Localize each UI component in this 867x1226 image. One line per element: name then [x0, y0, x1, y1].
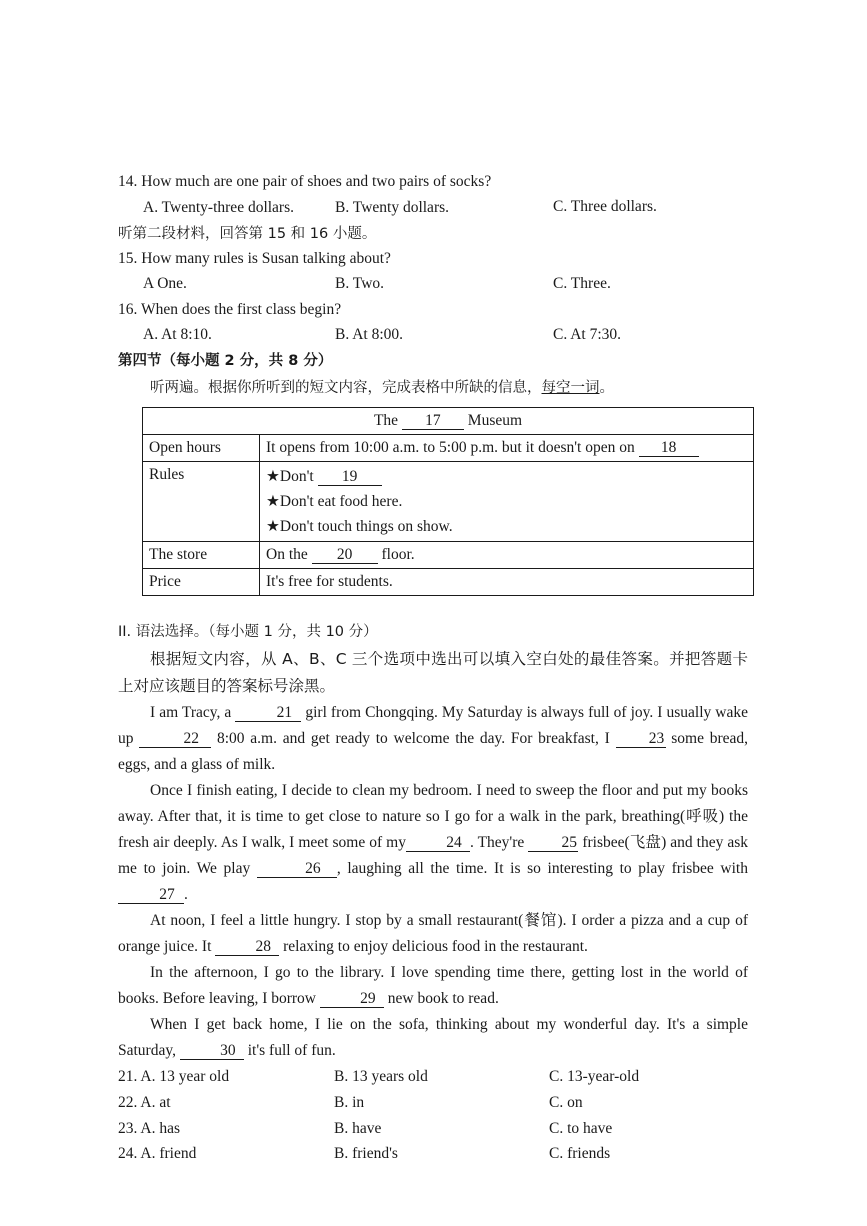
- choice-23-a: 23. A. has: [118, 1120, 180, 1137]
- p2-text-b: . They're: [469, 834, 525, 851]
- p2-text-c: frisbee(飞盘) and they ask me to join. We play: [118, 834, 749, 877]
- store-post: floor.: [381, 546, 415, 563]
- part-2-title: II. 语法选择。（每小题 1 分，共 10 分）: [118, 624, 378, 640]
- row-open-hours: [260, 435, 754, 462]
- store-pre: On the: [266, 546, 308, 563]
- question-14: 14. How much are one pair of shoes and two pairs of socks?: [118, 173, 492, 190]
- p3-text-b: relaxing to enjoy delicious food in the restaurant.: [283, 938, 588, 955]
- section-4-instruction-end: 。: [599, 380, 614, 396]
- museum-info-table: [142, 407, 754, 596]
- rule-3: ★Don't touch things on show.: [266, 518, 453, 535]
- blank-21: 21: [235, 704, 301, 722]
- passage-paragraph-3: [118, 908, 748, 960]
- q14-option-b: B. Twenty dollars.: [335, 199, 450, 216]
- section-4-instruction-emphasis: 每空一词: [541, 380, 600, 396]
- choice-22-b: B. in: [334, 1094, 365, 1111]
- blank-20: 20: [312, 546, 378, 564]
- rule-2: ★Don't eat food here.: [266, 493, 403, 510]
- p3-text-a: At noon, I feel a little hungry. I stop by a small restaurant(餐馆). I order a pizza and a cup of orange juice. It: [118, 912, 748, 955]
- blank-27: 27: [118, 886, 184, 904]
- p4-text-a: In the afternoon, I go to the library. I love spending time there, getting lost in the world of books. Before leaving, I borrow: [118, 964, 748, 1007]
- q16-option-c: C. At 7:30.: [553, 326, 622, 343]
- table-title-post: Museum: [467, 412, 523, 429]
- row-price: It's free for students.: [260, 569, 754, 596]
- section-4-instruction-text: 听两遍。根据你所听到的短文内容，完成表格中所缺的信息，: [150, 380, 542, 396]
- q15-option-b: B. Two.: [335, 275, 385, 292]
- p4-text-b: new book to read.: [387, 990, 499, 1007]
- choice-24-b: B. friend's: [334, 1145, 398, 1162]
- p2-text-d: , laughing all the time. It is so interesting to play frisbee with: [336, 860, 748, 877]
- p2-text-a: Once I finish eating, I decide to clean my bedroom. I need to sweep the floor and put my books away. After that, it is time to get close to nature so I go for a walk in the park, breathing(呼吸) the fresh air deeply. As I walk, I meet some of my: [118, 782, 748, 851]
- choice-24-c: C. friends: [549, 1145, 611, 1162]
- blank-17: 17: [402, 412, 464, 430]
- blank-25: 25: [528, 834, 578, 852]
- row-rules: [260, 462, 754, 542]
- blank-28: 28: [215, 938, 279, 956]
- choice-21-b: B. 13 years old: [334, 1068, 428, 1085]
- q16-option-a: A. At 8:10.: [143, 326, 212, 343]
- p2-text-e: .: [184, 886, 188, 903]
- p1-text-b: girl from Chongqing. My Saturday is always full of joy. I usually wake up: [118, 704, 749, 747]
- blank-19: 19: [318, 468, 382, 486]
- p1-text-c: 8:00 a.m. and get ready to welcome the day. For breakfast, I: [217, 730, 610, 747]
- passage-paragraph-2: [118, 778, 748, 908]
- blank-24: 24: [406, 834, 470, 852]
- table-title: [143, 408, 754, 435]
- blank-18: 18: [639, 439, 699, 457]
- section-4-instruction: [150, 378, 614, 398]
- row-store: [260, 542, 754, 569]
- passage: [118, 700, 748, 1064]
- choice-21-a: 21. A. 13 year old: [118, 1068, 230, 1085]
- choice-23-b: B. have: [334, 1120, 382, 1137]
- q14-option-a: A. Twenty-three dollars.: [143, 199, 295, 216]
- blank-22: 22: [139, 730, 211, 748]
- row-label-price: Price: [143, 569, 260, 596]
- choice-21-c: C. 13-year-old: [549, 1068, 640, 1085]
- p1-text-a: I am Tracy, a: [150, 704, 232, 721]
- choice-24-a: 24. A. friend: [118, 1145, 197, 1162]
- passage-paragraph-5: [118, 1012, 748, 1064]
- choice-22-a: 22. A. at: [118, 1094, 171, 1111]
- blank-30: 30: [180, 1042, 244, 1060]
- open-hours-text: It opens from 10:00 a.m. to 5:00 p.m. but it doesn't open on: [266, 439, 635, 456]
- question-15: 15. How many rules is Susan talking about?: [118, 250, 391, 267]
- passage-paragraph-1: [118, 700, 748, 778]
- blank-23: 23: [616, 730, 666, 748]
- row-label-rules: Rules: [143, 462, 260, 542]
- blank-29: 29: [320, 990, 384, 1008]
- passage-paragraph-4: [118, 960, 748, 1012]
- choice-22-c: C. on: [549, 1094, 583, 1111]
- question-16: 16. When does the first class begin?: [118, 301, 342, 318]
- section-4-title: 第四节（每小题 2 分，共 8 分）: [118, 353, 333, 369]
- p5-text-a: When I get back home, I lie on the sofa, thinking about my wonderful day. It's a simple Saturday,: [118, 1016, 748, 1059]
- choice-23-c: C. to have: [549, 1120, 613, 1137]
- q15-option-c: C. Three.: [553, 275, 611, 292]
- p1-text-d: some bread, eggs, and a glass of milk.: [118, 730, 749, 773]
- q14-option-c: C. Three dollars.: [553, 198, 657, 215]
- q15-option-a: A One.: [143, 275, 187, 292]
- row-label-store: The store: [143, 542, 260, 569]
- p5-text-b: it's full of fun.: [247, 1042, 336, 1059]
- instruction-15-16: 听第二段材料，回答第 15 和 16 小题。: [118, 226, 377, 242]
- rule-1: [266, 464, 747, 489]
- q16-option-b: B. At 8:00.: [335, 326, 404, 343]
- row-label-open-hours: Open hours: [143, 435, 260, 462]
- part-2-instruction: 根据短文内容，从 A、B、C 三个选项中选出可以填入空白处的最佳答案。并把答题卡上对应该题目的答案标号涂黑。: [118, 650, 748, 695]
- rule-1-text: ★Don't: [266, 468, 314, 485]
- table-title-pre: The: [373, 412, 399, 429]
- blank-26: 26: [257, 860, 337, 878]
